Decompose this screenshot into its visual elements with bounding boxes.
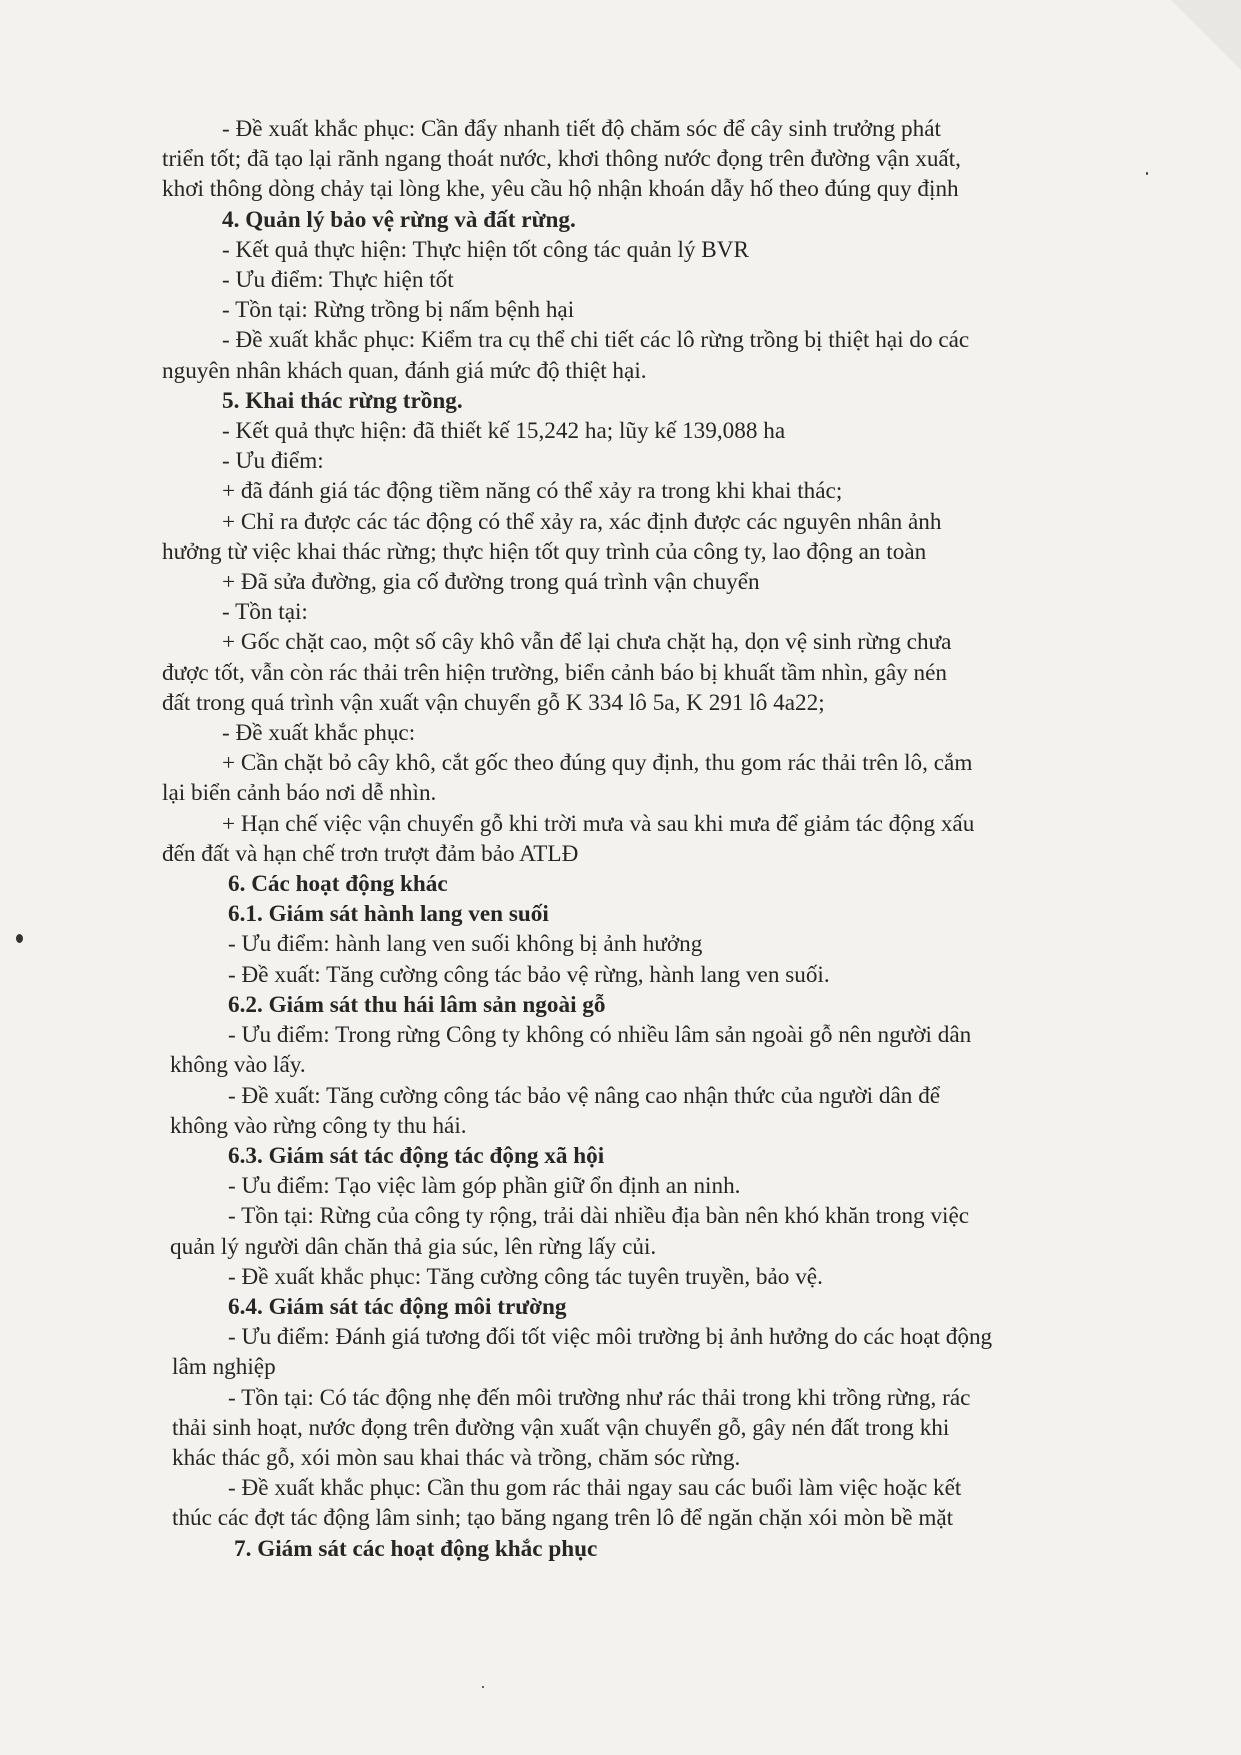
text-line: được tốt, vẫn còn rác thải trên hiện trường, biển cảnh báo bị khuất tầm nhìn, gây nén [162, 659, 947, 686]
text-line: đến đất và hạn chế trơn trượt đảm bảo ATLĐ [162, 840, 579, 867]
text-line: - Đề xuất khắc phục: Cần đẩy nhanh tiết độ chăm sóc để cây sinh trưởng phát [222, 116, 941, 142]
text-line: nguyên nhân khách quan, đánh giá mức độ thiệt hại. [162, 357, 647, 384]
text-line: triển tốt; đã tạo lại rãnh ngang thoát nước, khơi thông nước đọng trên đường vận xuất, [162, 146, 961, 173]
subsection-heading: 6.2. Giám sát thu hái lâm sản ngoài gỗ [228, 991, 606, 1018]
text-line: lại biển cảnh báo nơi dễ nhìn. [162, 780, 437, 807]
text-line: khơi thông dòng chảy tại lòng khe, yêu cầu hộ nhận khoán dẫy hố theo đúng quy định [162, 176, 959, 203]
text-line: - Ưu điểm: hành lang ven suối không bị ảnh hưởng [228, 931, 703, 958]
text-line: quản lý người dân chăn thả gia súc, lên rừng lấy củi. [170, 1233, 657, 1260]
text-line: + Hạn chế việc vận chuyển gỗ khi trời mưa và sau khi mưa để giảm tác động xấu [222, 810, 975, 837]
text-line: + Chỉ ra được các tác động có thể xảy ra, xác định được các nguyên nhân ảnh [222, 508, 942, 535]
scan-speck [482, 1686, 484, 1688]
text-line: - Ưu điểm: Thực hiện tốt [222, 267, 454, 294]
text-line: - Ưu điểm: Tạo việc làm góp phần giữ ổn định an ninh. [228, 1173, 741, 1200]
text-line: không vào lấy. [170, 1052, 306, 1079]
section-heading: 4. Quản lý bảo vệ rừng và đất rừng. [222, 206, 576, 233]
document-body [162, 114, 1122, 1564]
text-line: lâm nghiệp [172, 1354, 276, 1381]
text-line: - Tồn tại: Có tác động nhẹ đến môi trường như rác thải trong khi trồng rừng, rác [228, 1384, 971, 1411]
text-line: - Ưu điểm: Trong rừng Công ty không có nhiều lâm sản ngoài gỗ nên người dân [228, 1022, 972, 1049]
text-line: - Kết quả thực hiện: đã thiết kế 15,242 ha; lũy kế 139,088 ha [222, 418, 786, 445]
text-line: khác thác gỗ, xói mòn sau khai thác và trồng, chăm sóc rừng. [172, 1444, 741, 1471]
subsection-heading: 6.4. Giám sát tác động môi trường [228, 1293, 567, 1320]
text-line: - Kết quả thực hiện: Thực hiện tốt công tác quản lý BVR [222, 236, 749, 263]
text-line: - Đề xuất: Tăng cường công tác bảo vệ nâng cao nhận thức của người dân để [228, 1082, 941, 1109]
text-line: hưởng từ việc khai thác rừng; thực hiện tốt quy trình của công ty, lao động an toàn [162, 538, 927, 565]
text-line: - Ưu điểm: [222, 448, 324, 475]
text-line: đất trong quá trình vận xuất vận chuyển gỗ K 334 lô 5a, K 291 lô 4a22; [162, 689, 825, 716]
text-line: + đã đánh giá tác động tiềm năng có thể xảy ra trong khi khai thác; [222, 478, 843, 505]
text-line: + Gốc chặt cao, một số cây khô vẫn để lại chưa chặt hạ, dọn vệ sinh rừng chưa [222, 629, 952, 656]
section-heading: 7. Giám sát các hoạt động khắc phục [234, 1535, 598, 1562]
text-line: - Đề xuất khắc phục: [222, 720, 416, 747]
text-line: không vào rừng công ty thu hái. [170, 1112, 467, 1139]
scan-speck [1146, 172, 1148, 175]
scan-speck [16, 934, 23, 943]
text-line: + Cần chặt bỏ cây khô, cắt gốc theo đúng quy định, thu gom rác thải trên lô, cắm [222, 750, 973, 777]
section-heading: 6. Các hoạt động khác [228, 871, 448, 898]
text-line: thải sinh hoạt, nước đọng trên đường vận xuất vận chuyển gỗ, gây nén đất trong khi [172, 1414, 950, 1441]
text-line: - Tồn tại: [222, 599, 308, 626]
text-line: - Đề xuất khắc phục: Kiểm tra cụ thể chi tiết các lô rừng trồng bị thiệt hại do các [222, 327, 970, 354]
subsection-heading: 6.3. Giám sát tác động tác động xã hội [228, 1142, 605, 1169]
text-line: - Đề xuất khắc phục: Cần thu gom rác thải ngay sau các buổi làm việc hoặc kết [228, 1475, 962, 1502]
text-line: - Ưu điểm: Đánh giá tương đối tốt việc môi trường bị ảnh hưởng do các hoạt động [228, 1324, 993, 1351]
page-corner-shadow [1171, 0, 1241, 70]
text-line: - Tồn tại: Rừng trồng bị nấm bệnh hại [222, 297, 575, 324]
text-line: - Đề xuất khắc phục: Tăng cường công tác tuyên truyền, bảo vệ. [228, 1263, 823, 1290]
section-heading: 5. Khai thác rừng trồng. [222, 387, 463, 414]
text-line: - Đề xuất: Tăng cường công tác bảo vệ rừng, hành lang ven suối. [228, 961, 830, 988]
text-line: - Tồn tại: Rừng của công ty rộng, trải dài nhiều địa bàn nên khó khăn trong việc [228, 1203, 970, 1230]
subsection-heading: 6.1. Giám sát hành lang ven suối [228, 901, 549, 928]
text-line: + Đã sửa đường, gia cố đường trong quá trình vận chuyển [222, 569, 760, 596]
text-line: thúc các đợt tác động lâm sinh; tạo băng ngang trên lô để ngăn chặn xói mòn bề mặt [172, 1505, 954, 1532]
